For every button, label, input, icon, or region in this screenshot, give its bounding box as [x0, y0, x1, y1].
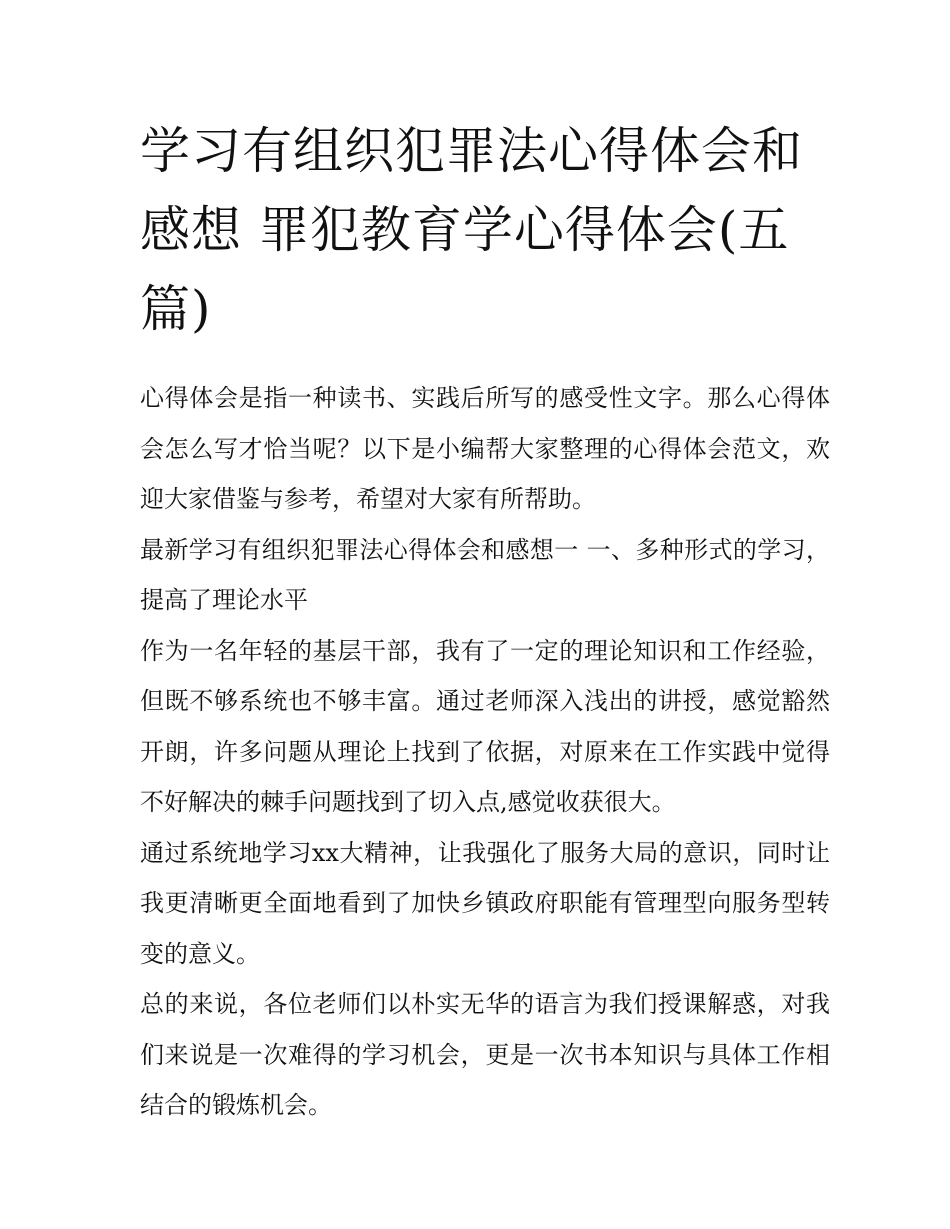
- document-content: [140, 112, 830, 1131]
- document-body: [140, 373, 830, 1131]
- paragraph-section-heading: 最新学习有组织犯罪法心得体会和感想一 一、多种形式的学习，提高了理论水平: [140, 535, 830, 614]
- paragraph-body: 通过系统地学习xx大精神，让我强化了服务大局的意识，同时让我更清晰更全面地看到了加快乡镇政府职能有管理型向服务型转变的意义。: [140, 838, 830, 968]
- document-title: 学习有组织犯罪法心得体会和感想 罪犯教育学心得体会(五篇): [140, 122, 803, 338]
- paragraph-body: 作为一名年轻的基层干部，我有了一定的理论知识和工作经验，但既不够系统也不够丰富。通过老师深入浅出的讲授，感觉豁然开朗，许多问题从理论上找到了依据，对原来在工作实践中觉得不好解决的棘手问题找到了切入点,感觉收获很大。: [140, 636, 830, 816]
- paragraph-intro: 心得体会是指一种读书、实践后所写的感受性文字。那么心得体会怎么写才恰当呢？以下是小编帮大家整理的心得体会范文，欢迎大家借鉴与参考，希望对大家有所帮助。: [140, 384, 830, 513]
- paragraph-body: 总的来说，各位老师们以朴实无华的语言为我们授课解惑，对我们来说是一次难得的学习机会，更是一次书本知识与具体工作相结合的锻炼机会。: [140, 990, 830, 1119]
